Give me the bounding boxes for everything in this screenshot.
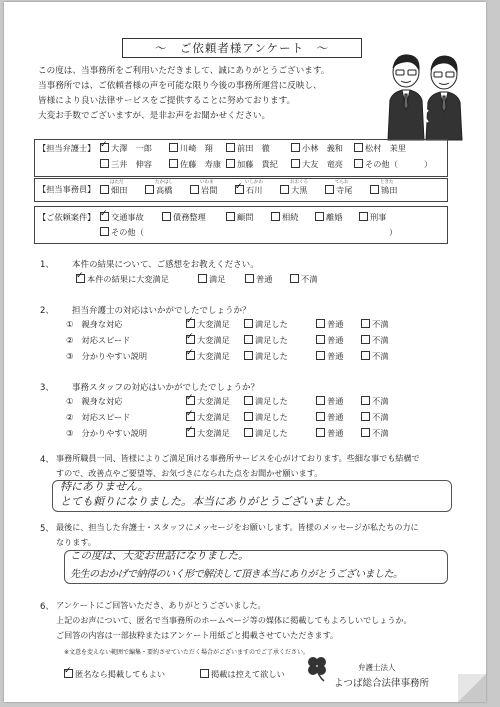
lawyer-option-label: 前田 徹 (237, 143, 270, 153)
q2-option-label: 不満 (372, 335, 389, 345)
q1-option-label: 本件の結果に大変満足 (87, 274, 169, 284)
case-label: 【ご依頼案件】 (38, 212, 96, 222)
checkbox[interactable] (244, 335, 253, 344)
checkbox[interactable] (361, 351, 370, 360)
lawyer-option[interactable] (226, 159, 278, 170)
checkbox[interactable] (354, 159, 363, 168)
checkbox[interactable] (226, 159, 235, 168)
checkbox-checked[interactable] (186, 335, 195, 344)
q3-option[interactable] (316, 428, 343, 439)
checkbox[interactable] (244, 412, 253, 421)
case-option[interactable] (271, 212, 298, 223)
q6-option-label: 匿名なら掲載してもよい (75, 669, 166, 679)
checkbox-checked[interactable] (100, 212, 109, 221)
lawyer-option[interactable] (100, 159, 152, 170)
checkbox[interactable] (100, 159, 109, 168)
q3-option[interactable] (361, 396, 388, 407)
lawyer-other-close: ） (424, 159, 433, 169)
checkbox-checked[interactable] (235, 185, 244, 194)
case-option-label: 刑事 (370, 212, 387, 222)
q3-option-label: 普通 (327, 412, 344, 422)
q2-option[interactable] (186, 335, 230, 346)
firm-name: よつば総合法律事務所 (334, 678, 430, 689)
checkbox-checked[interactable] (186, 319, 195, 328)
lawyer-option[interactable] (354, 143, 406, 154)
q3-option-label: 満足した (255, 396, 288, 406)
checkbox[interactable] (354, 143, 363, 152)
checkbox[interactable] (226, 212, 235, 221)
q4-text-1: 事務所職員一同、皆様によりご満足頂ける事務所サービスを心がけております。些細な事でも結構で (56, 453, 420, 463)
q2-option-label: 不満 (372, 319, 389, 329)
staff-option[interactable] (235, 185, 262, 196)
case-option[interactable] (315, 212, 342, 223)
q1-option[interactable] (76, 274, 169, 285)
intro-line: 皆様により良い法律サービスをご提供することに努めております。 (38, 96, 296, 106)
q2-option-label: 不満 (372, 351, 389, 361)
staff-option[interactable] (325, 185, 352, 196)
staff-option[interactable] (100, 185, 127, 196)
staff-ruby: いしかわ (245, 180, 263, 185)
lawyer-option[interactable] (291, 143, 343, 154)
checkbox-checked[interactable] (186, 428, 195, 437)
staff-option-label: 岩間 (201, 185, 218, 195)
q3-option-label: 大変満足 (197, 396, 230, 406)
q1-option-label: 不満 (301, 274, 318, 284)
staff-option-label: 石川 (246, 185, 263, 195)
q3-option[interactable] (316, 412, 343, 423)
lawyer-label: 【担当弁護士】 (38, 143, 96, 153)
q3-option[interactable] (244, 396, 288, 407)
q3-text: 事務スタッフの対応はいかがでしたでしょうか？ (72, 383, 260, 393)
q3-option[interactable] (244, 428, 288, 439)
q1-option[interactable] (198, 274, 225, 285)
checkbox[interactable] (316, 396, 325, 405)
q2-option-label: 大変満足 (197, 335, 230, 345)
q5-text-1: 最後に、担当した弁護士・スタッフにメッセージをお願いします。皆様のメッセージが私たちの力に (56, 522, 419, 532)
q2-option-label: 満足した (255, 319, 288, 329)
q6-option[interactable] (200, 669, 285, 680)
checkbox[interactable] (244, 319, 253, 328)
q1-option-label: 満足 (209, 274, 226, 284)
staff-ruby: ときた (380, 180, 394, 185)
q2-option-label: 普通 (327, 351, 344, 361)
staff-option-label: 畑田 (111, 185, 128, 195)
q2-item-label: ③ 分かりやすい説明 (66, 351, 148, 361)
checkbox[interactable] (244, 396, 253, 405)
q2-option[interactable] (186, 351, 230, 362)
case-option[interactable] (162, 212, 206, 223)
q6-note: ※文意を変えない範囲で編集・要約させていただく場合がございますのでご了承ください。 (64, 649, 310, 656)
lawyer-option[interactable] (169, 143, 213, 154)
q3-item-label: ① 親身な対応 (66, 396, 123, 406)
q2-option[interactable] (361, 335, 388, 346)
q2-option-label: 大変満足 (197, 351, 230, 361)
checkbox-checked[interactable] (100, 143, 109, 152)
staff-option[interactable] (190, 185, 217, 196)
q2-option[interactable] (186, 319, 230, 330)
checkbox[interactable] (280, 185, 289, 194)
staff-ruby: おおくろ (290, 180, 308, 185)
checkbox-checked[interactable] (186, 412, 195, 421)
checkbox[interactable] (361, 319, 370, 328)
lawyer-option-label: 加藤 貴紀 (237, 159, 278, 169)
q4-answer-line-1: 特にありません。 (60, 480, 149, 493)
q2-option[interactable] (244, 335, 288, 346)
q3-option[interactable] (186, 428, 230, 439)
q1-option-label: 普通 (256, 274, 273, 284)
q3-option[interactable] (186, 412, 230, 423)
lawyer-option[interactable] (354, 159, 398, 170)
q2-option[interactable] (316, 319, 343, 330)
staff-ruby: たかはし (155, 180, 173, 185)
staff-option[interactable] (370, 185, 397, 196)
checkbox[interactable] (100, 227, 109, 236)
q3-number: 3、 (40, 383, 54, 393)
lawyer-option[interactable] (226, 143, 270, 154)
q6-text-3: ご回答の内容は一部抜粋またはアンケート用紙ごと掲載させていただきます。 (56, 630, 339, 640)
survey-sheet (4, 2, 486, 702)
checkbox[interactable] (325, 185, 334, 194)
q2-item-label: ② 対応スピード (66, 335, 131, 345)
q1-option[interactable] (290, 274, 317, 285)
checkbox[interactable] (200, 669, 209, 678)
lawyer-option-label: 松村 茉里 (365, 143, 406, 153)
checkbox-checked[interactable] (76, 274, 85, 283)
q2-option[interactable] (361, 319, 388, 330)
checkbox[interactable] (291, 159, 300, 168)
staff-label: 【担当事務員】 (38, 184, 96, 194)
checkbox[interactable] (359, 212, 368, 221)
q6-option-label: 掲載は控えて欲しい (211, 669, 285, 679)
q3-option-label: 大変満足 (197, 412, 230, 422)
q2-option[interactable] (316, 351, 343, 362)
lawyer-option-label: 佐藤 寿康 (180, 159, 221, 169)
q3-option-label: 不満 (372, 396, 389, 406)
staff-option[interactable] (145, 185, 172, 196)
lawyer-option-label: 川崎 翔 (180, 143, 213, 153)
q1-option[interactable] (245, 274, 272, 285)
q2-number: 2、 (40, 306, 54, 316)
intro-line: 大変お手数でございますが、是非お声をお聞かせください。 (38, 111, 271, 121)
checkbox[interactable] (370, 185, 379, 194)
lawyers-illustration (384, 50, 470, 142)
q2-option-label: 満足した (255, 335, 288, 345)
lawyer-option-label: 三井 伸容 (111, 159, 152, 169)
checkbox[interactable] (291, 143, 300, 152)
checkbox[interactable] (244, 351, 253, 360)
q6-text-1: アンケートにご回答いただき、ありがとうございました。 (56, 600, 266, 610)
checkbox[interactable] (361, 335, 370, 344)
staff-option-label: 寺尾 (336, 185, 353, 195)
q2-option-label: 満足した (255, 351, 288, 361)
checkbox[interactable] (315, 212, 324, 221)
q6-option[interactable] (64, 669, 165, 680)
q3-item-label: ② 対応スピード (66, 412, 131, 422)
case-option-label: 交通事故 (111, 212, 144, 222)
page-curl (458, 674, 486, 702)
case-other-close: ） (389, 227, 398, 237)
staff-ruby: はただ (110, 180, 124, 185)
intro-line: この度は、当事務所をご利用いただきまして、誠にありがとうございます。 (38, 66, 330, 76)
q3-item-label: ③ 分かりやすい説明 (66, 428, 148, 438)
q5-text-2: なります。 (56, 537, 96, 547)
clover-logo-icon (304, 654, 330, 682)
lawyer-option-label: 大澤 一郎 (111, 143, 152, 153)
q2-option-label: 大変満足 (197, 319, 230, 329)
case-option[interactable] (100, 212, 144, 223)
checkbox[interactable] (169, 159, 178, 168)
q6-number: 6、 (40, 602, 54, 612)
checkbox[interactable] (361, 428, 370, 437)
q2-option[interactable] (316, 335, 343, 346)
case-option[interactable] (359, 212, 386, 223)
checkbox[interactable] (316, 319, 325, 328)
lawyer-option[interactable] (291, 159, 343, 170)
checkbox[interactable] (145, 185, 154, 194)
q4-number: 4、 (40, 455, 54, 465)
checkbox[interactable] (316, 428, 325, 437)
checkbox[interactable] (226, 143, 235, 152)
checkbox[interactable] (316, 351, 325, 360)
lawyer-option-label: 小林 義和 (302, 143, 343, 153)
case-option-label: 相続 (282, 212, 299, 222)
q2-option[interactable] (361, 351, 388, 362)
q4-text-2: すので、改善点やご要望等、お気づきになられた点をお聞かせ願います。 (56, 468, 323, 478)
lawyer-option-label: その他（ (365, 159, 398, 169)
checkbox-checked[interactable] (186, 351, 195, 360)
intro-text (38, 64, 329, 124)
q6-text-2: 上記のお声について、匿名で当事務所のホームページ等の媒体に掲載してもよろしいでしょうか。 (56, 615, 412, 625)
q1-number: 1、 (40, 260, 54, 270)
case-option-other[interactable] (100, 227, 144, 238)
checkbox-checked[interactable] (186, 396, 195, 405)
checkbox[interactable] (169, 143, 178, 152)
survey-title: ～ ご依頼者様アンケート ～ (122, 38, 362, 58)
checkbox[interactable] (245, 274, 254, 283)
q5-answer-line-2: 先生のおかげで納得のいく形で解決して頂き本当にありがとうございました。 (70, 569, 403, 580)
staff-option[interactable] (280, 185, 307, 196)
q3-option-label: 満足した (255, 428, 288, 438)
firm-type-label: 弁護士法人 (358, 663, 396, 672)
checkbox[interactable] (244, 428, 253, 437)
q2-option-label: 普通 (327, 335, 344, 345)
checkbox[interactable] (198, 274, 207, 283)
case-option-label: 離婚 (326, 212, 343, 222)
lawyer-option[interactable] (169, 159, 221, 170)
q5-number: 5、 (40, 524, 54, 534)
q3-option[interactable] (316, 396, 343, 407)
case-option[interactable] (226, 212, 253, 223)
q4-answer-line-2: とても頼りになりました。本当にありがとうございました。 (60, 495, 357, 508)
q3-option[interactable] (361, 428, 388, 439)
q2-option[interactable] (244, 351, 288, 362)
q3-option-label: 普通 (327, 396, 344, 406)
staff-ruby: いわま (200, 180, 214, 185)
case-other-label: その他（ (111, 227, 144, 237)
q2-text: 担当弁護士の対応はいかがでしたでしょうか？ (72, 306, 251, 316)
staff-option-label: 大黒 (291, 185, 308, 195)
checkbox-checked[interactable] (64, 669, 73, 678)
q2-item-label: ① 親身な対応 (66, 319, 123, 329)
q1-text: 本件の結果について、ご感想をお教えください。 (72, 260, 259, 270)
checkbox[interactable] (190, 185, 199, 194)
intro-line: 当事務所では、ご依頼者様の声を可能な限り今後の事務所運営に反映し、 (38, 81, 322, 91)
staff-option-label: 鴇田 (381, 185, 398, 195)
checkbox[interactable] (162, 212, 171, 221)
q3-option[interactable] (186, 396, 230, 407)
staff-option-label: 高橋 (156, 185, 173, 195)
lawyer-option[interactable] (100, 143, 152, 154)
lawyer-option-label: 大友 竜亮 (302, 159, 343, 169)
q3-option-label: 大変満足 (197, 428, 230, 438)
checkbox[interactable] (316, 335, 325, 344)
q3-option-label: 不満 (372, 428, 389, 438)
q3-option-label: 不満 (372, 412, 389, 422)
checkbox[interactable] (271, 212, 280, 221)
case-option-label: 顧問 (237, 212, 254, 222)
case-option-label: 債務整理 (173, 212, 206, 222)
checkbox[interactable] (316, 412, 325, 421)
staff-ruby: てらお (335, 180, 349, 185)
checkbox[interactable] (290, 274, 299, 283)
q2-option-label: 普通 (327, 319, 344, 329)
q3-option[interactable] (244, 412, 288, 423)
checkbox[interactable] (361, 396, 370, 405)
q2-option[interactable] (244, 319, 288, 330)
checkbox[interactable] (361, 412, 370, 421)
q3-option[interactable] (361, 412, 388, 423)
q3-option-label: 満足した (255, 412, 288, 422)
q5-answer-line-1: この度は、大変お世話になりました。 (70, 550, 249, 562)
checkbox[interactable] (100, 185, 109, 194)
q3-option-label: 普通 (327, 428, 344, 438)
